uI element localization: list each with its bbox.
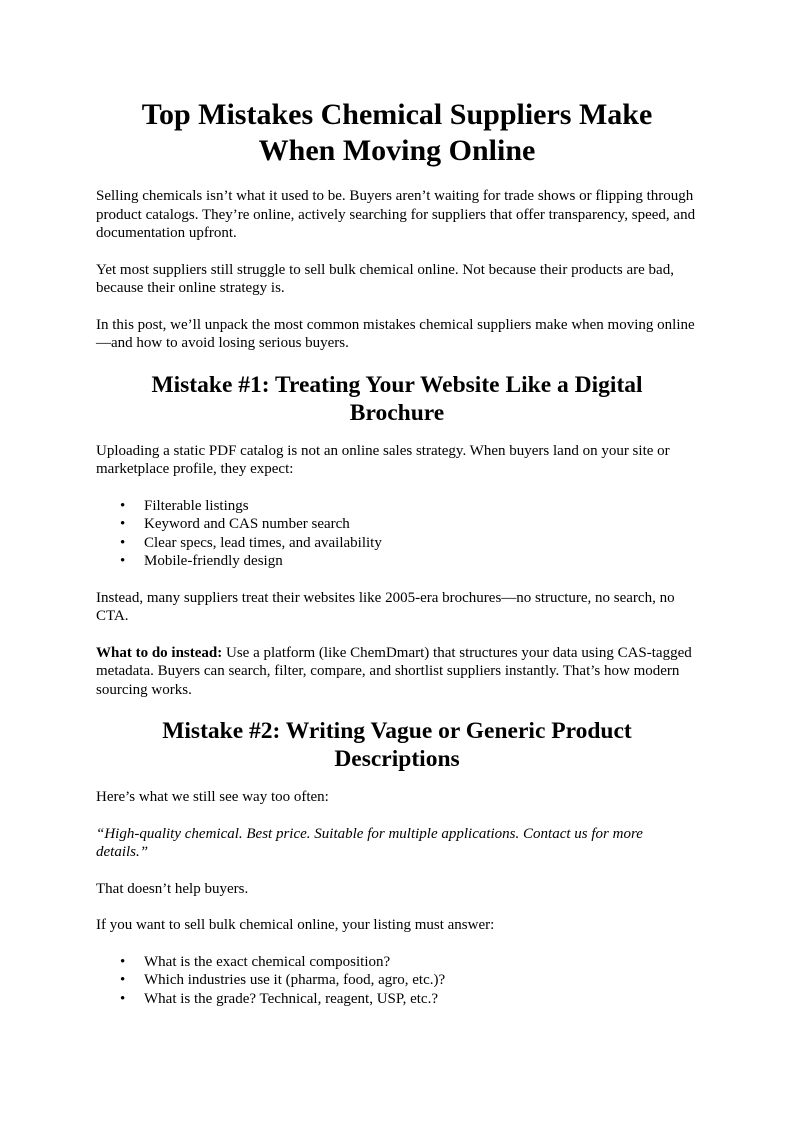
list-item — [120, 953, 698, 972]
bullet-icon: • — [120, 497, 126, 514]
mistake-1-heading: Mistake #1: Treating Your Website Like a Digital Brochure — [151, 371, 643, 426]
list-item-text: Filterable listings — [144, 497, 249, 514]
list-item — [120, 552, 698, 571]
bullet-icon: • — [120, 516, 126, 532]
mistake-2-reaction: That doesn’t help buyers. — [96, 880, 249, 897]
list-item — [120, 497, 698, 516]
mistake-1-bullet-list — [96, 497, 698, 571]
list-item-text: Keyword and CAS number search — [144, 516, 350, 532]
bullet-icon: • — [120, 534, 126, 551]
list-item — [120, 515, 698, 534]
list-item-text: What is the exact chemical composition? — [144, 953, 391, 970]
mistake-1-lead: Uploading a static PDF catalog is not an online sales strategy. When buyers land on your site or marketplace profile, they expect: — [96, 442, 670, 477]
intro-paragraph-3: In this post, we’ll unpack the most common mistakes chemical suppliers make when moving online—and how to avoid losing serious buyers. — [96, 316, 695, 351]
document-title: Top Mistakes Chemical Suppliers Make When Moving Online — [141, 98, 653, 167]
mistake-2-heading: Mistake #2: Writing Vague or Generic Product Descriptions — [162, 718, 632, 772]
bullet-icon: • — [120, 953, 126, 970]
bullet-icon: • — [120, 972, 126, 988]
list-item-text: Mobile-friendly design — [144, 553, 283, 569]
intro-paragraph-1: Selling chemicals isn’t what it used to be. Buyers aren’t waiting for trade shows or flipping through product catalogs. They’re online, actively searching for suppliers that offer transparency, speed, and documentation upfront. — [96, 188, 696, 241]
advice-text: Use a platform (like ChemDmart) that structures your data using CAS-tagged metadata. Buyers can search, filter, compare, and shortlist suppliers instantly. That’s how modern sourcing works. — [96, 644, 692, 698]
mistake-1-advice — [96, 644, 698, 700]
bullet-icon: • — [120, 553, 126, 569]
mistake-2-lead: Here’s what we still see way too often: — [96, 789, 329, 805]
list-item-text: Which industries use it (pharma, food, agro, etc.)? — [144, 972, 446, 988]
intro-paragraph-2: Yet most suppliers still struggle to sell bulk chemical online. Not because their products are bad, because their online strategy is. — [96, 261, 674, 296]
document-page — [96, 97, 698, 1026]
mistake-2-must-answer: If you want to sell bulk chemical online, your listing must answer: — [96, 917, 495, 933]
mistake-2-bullet-list — [96, 953, 698, 1009]
advice-label: What to do instead: — [96, 644, 223, 661]
mistake-2-quote: “High-quality chemical. Best price. Suitable for multiple applications. Contact us for more details.” — [96, 825, 643, 860]
list-item-text: Clear specs, lead times, and availability — [144, 534, 382, 551]
list-item-text: What is the grade? Technical, reagent, USP, etc.? — [144, 990, 438, 1007]
bullet-icon: • — [120, 990, 126, 1007]
list-item — [120, 990, 698, 1009]
mistake-1-instead: Instead, many suppliers treat their websites like 2005-era brochures—no structure, no search, no CTA. — [96, 589, 675, 624]
list-item — [120, 971, 698, 990]
list-item — [120, 534, 698, 553]
